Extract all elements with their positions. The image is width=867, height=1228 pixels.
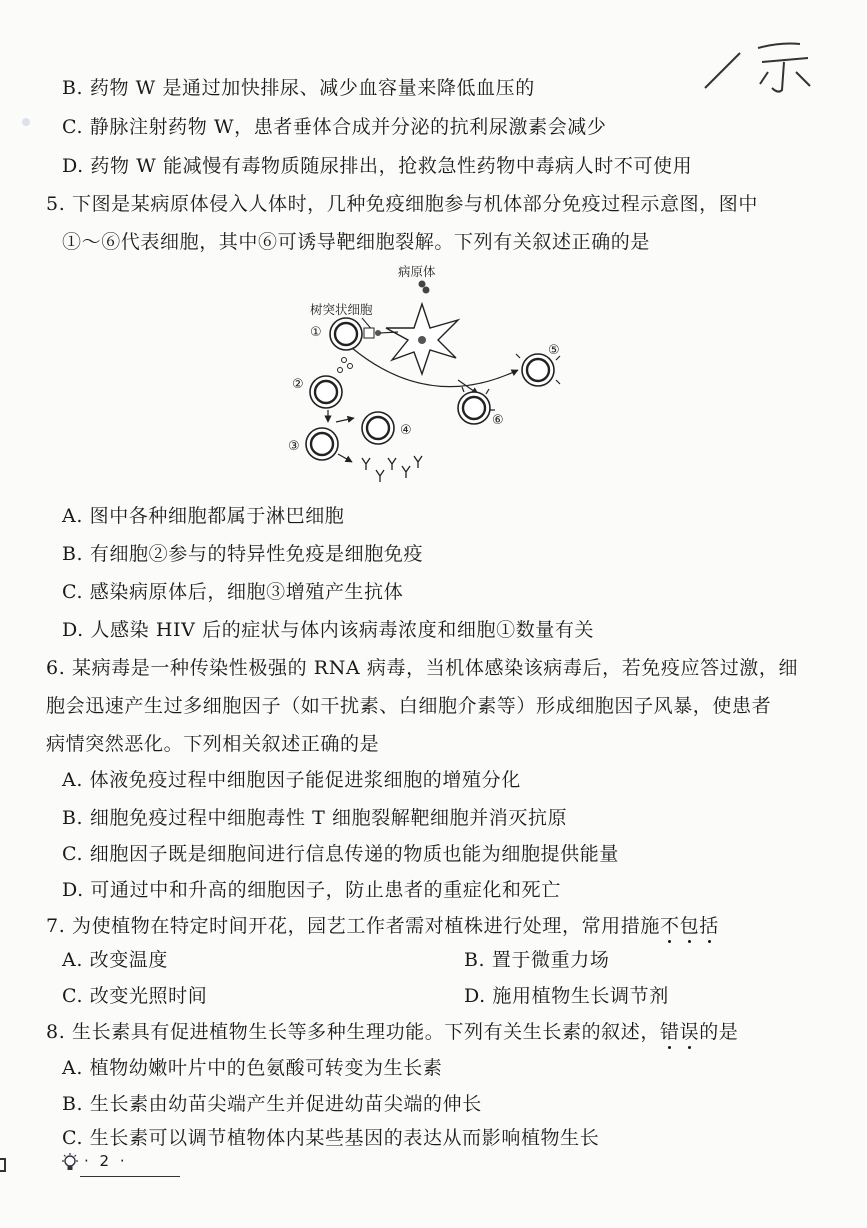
cell-3-icon (306, 428, 338, 460)
cell-1-icon (330, 318, 362, 350)
q8-option-a: A. 植物幼嫩叶片中的色氨酸可转变为生长素 (62, 1057, 443, 1079)
margin-bracket (0, 1158, 6, 1172)
q8-option-b: B. 生长素由幼苗尖端产生并促进幼苗尖端的伸长 (62, 1093, 482, 1115)
q7-stem-text: 7. 为使植物在特定时间开花，园艺工作者需对植株进行处理，常用措施 (46, 915, 660, 937)
q5-option-b: B. 有细胞②参与的特异性免疫是细胞免疫 (62, 543, 424, 565)
immune-process-diagram (280, 262, 570, 492)
scan-smudge (22, 118, 30, 126)
q8-emphasis-2: 误 (679, 1021, 700, 1043)
handwritten-mark (700, 28, 830, 98)
cell-6-number: ⑥ (492, 413, 504, 428)
cell-3-number: ③ (288, 439, 300, 454)
q6-option-d: D. 可通过中和升高的细胞因子，防止患者的重症化和死亡 (62, 879, 561, 901)
q8-option-c: C. 生长素可以调节植物体内某些基因的表达从而影响植物生长 (62, 1127, 600, 1149)
pathogen-label: 病原体 (398, 264, 436, 279)
q6-option-c: C. 细胞因子既是细胞间进行信息传递的物质也能为细胞提供能量 (62, 843, 619, 865)
q5-option-c: C. 感染病原体后，细胞③增殖产生抗体 (62, 581, 404, 603)
q4-option-d: D. 药物 W 能减慢有毒物质随尿排出，抢救急性药物中毒病人时不可使用 (62, 155, 693, 177)
q6-option-b: B. 细胞免疫过程中细胞毒性 T 细胞裂解靶细胞并消灭抗原 (62, 807, 568, 829)
antibody-icons (362, 456, 422, 482)
footer-rule (80, 1176, 180, 1177)
q7-option-d: D. 施用植物生长调节剂 (464, 985, 669, 1007)
cell-2-number: ② (292, 377, 304, 392)
dendritic-cell-label: 树突状细胞 (310, 302, 373, 317)
q6-stem-line3: 病情突然恶化。下列相关叙述正确的是 (46, 733, 380, 755)
q6-stem-line1: 6. 某病毒是一种传染性极强的 RNA 病毒，当机体感染该病毒后，若免疫应答过激，细 (46, 657, 799, 679)
q4-option-c: C. 静脉注射药物 W，患者垂体合成并分泌的抗利尿激素会减少 (62, 116, 607, 138)
q7-option-c: C. 改变光照时间 (62, 985, 208, 1007)
q6-option-a: A. 体液免疫过程中细胞因子能促进浆细胞的增殖分化 (62, 769, 521, 791)
cell-5-number: ⑤ (548, 343, 560, 358)
q7-stem (46, 914, 719, 938)
cell-1-number: ① (310, 325, 322, 340)
cell-6-icon (458, 387, 495, 424)
q8-stem-end: 的是 (699, 1021, 739, 1043)
lightbulb-icon (60, 1152, 80, 1174)
q4-option-b: B. 药物 W 是通过加快排尿、减少血容量来降低血压的 (62, 77, 535, 99)
cell-2-icon (310, 376, 342, 408)
q5-stem-line2: ①～⑥代表细胞，其中⑥可诱导靶细胞裂解。下列有关叙述正确的是 (62, 231, 651, 253)
cell-5-icon (516, 354, 560, 386)
page-number: · 2 · (84, 1152, 128, 1170)
q5-stem-line1: 5. 下图是某病原体侵入人体时，几种免疫细胞参与机体部分免疫过程示意图，图中 (46, 193, 758, 215)
q7-emphasis-1: 不 (659, 915, 680, 937)
q6-stem-line2: 胞会迅速产生过多细胞因子（如干扰素、白细胞介素等）形成细胞因子风暴，使患者 (46, 695, 772, 717)
q5-option-a: A. 图中各种细胞都属于淋巴细胞 (62, 505, 345, 527)
q7-option-b: B. 置于微重力场 (464, 949, 610, 971)
cell-4-icon (362, 412, 394, 444)
q8-stem (46, 1020, 738, 1044)
q7-option-a: A. 改变温度 (62, 949, 169, 971)
q7-emphasis-2: 包 (679, 915, 700, 937)
cell-4-number: ④ (400, 423, 412, 438)
pathogen-icon (419, 281, 430, 294)
q7-emphasis-3: 括 (699, 915, 719, 937)
q8-stem-text: 8. 生长素具有促进植物生长等多种生理功能。下列有关生长素的叙述， (46, 1021, 660, 1043)
q8-emphasis-1: 错 (659, 1021, 680, 1043)
q5-option-d: D. 人感染 HIV 后的症状与体内该病毒浓度和细胞①数量有关 (62, 619, 595, 641)
